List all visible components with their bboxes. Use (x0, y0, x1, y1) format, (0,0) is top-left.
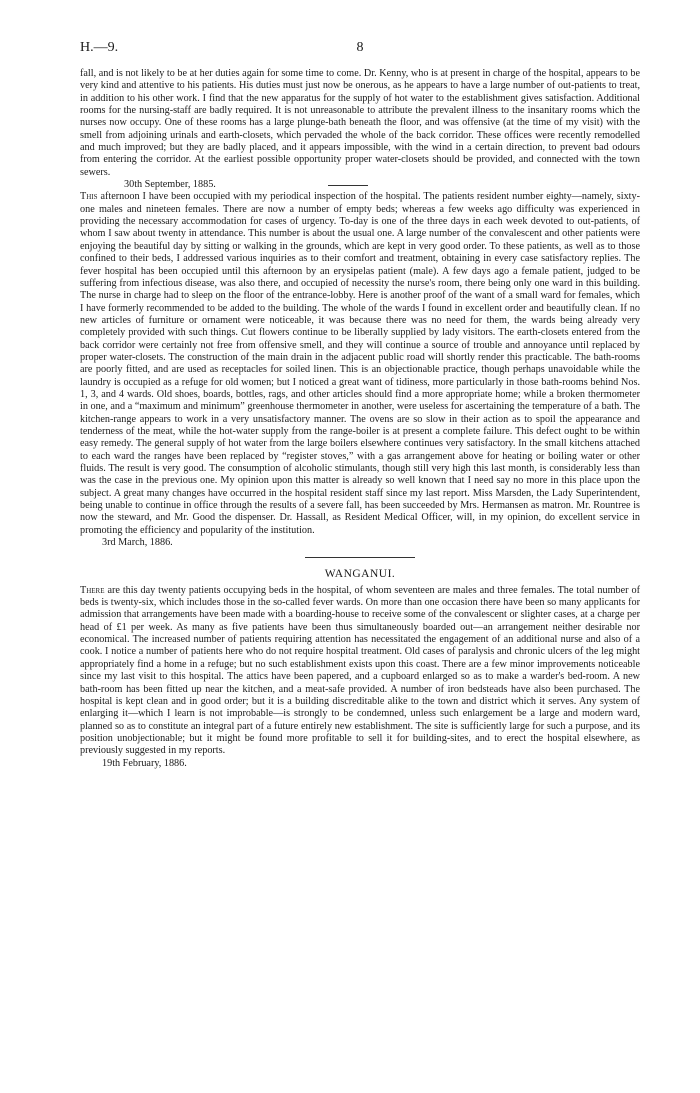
paragraph-2 (80, 191, 640, 537)
paragraph-1: fall, and is not likely to be at her duties again for some time to come. Dr. Kenny, who is at present in charge of the hospital, appears to be very kind and attentive to his patients. His duties must just now be onerous, as he appears to have a large number of out-patients to treat, in addition to his other work. I find that the new apparatus for the supply of hot water to the establishment gives satisfaction. Additional rooms for the nursing-staff are badly required. It is not unreasonable to attribute the prevalent illness to the insanitary rooms which the nurses now occupy. One of these rooms has a large plunge-bath beneath the floor, and was offensive (at the time of my visit) with the smell from adjoining urinals and earth-closets, which pervaded the whole of the back corridor. These offices were recently remodelled and much improved; but they are badly placed, and it appears impossible, with the wind in a certain direction, to prevent bad odours from entering the corridor. At the earliest possible opportunity proper water-closets should be provided, and connected with the town sewers. (80, 68, 640, 178)
date-2: 3rd March, 1886. (102, 537, 173, 549)
page-number: 8 (356, 40, 364, 55)
page-body (80, 68, 640, 770)
paragraph-2-lead: This (80, 191, 98, 203)
paragraph-2-text: afternoon I have been occupied with my periodical inspection of the hospital. The patients resident number eighty—namely, sixty-one males and nineteen females. There are now a number of empty beds; whereas a few weeks ago difficulty was experienced in providing the necessary accommodation for cases of urgency. To-day is one of the three days in each week devoted to out-patients, of whom I saw about twenty in attendance. This number is about the usual one. A large number of the convalescent and other patients were enjoying the beautiful day by sitting or walking in the grounds, which are kept in very good order. To these patients, as well as to those confined to their beds, I addressed various inquiries as to their comfort and treatment, obtaining in every case satisfactory replies. The fever hospital has been occupied until this afternoon by an erysipelas patient (male). A few days ago a female patient, judged to be suffering from infectious disease, was also there, and occupied of necessity the nurse's room, there being only one ward in this building. The nurse in charge had to sleep on the floor of the entrance-lobby. Here is another proof of the want of a small ward for females, which I have formerly recommended to be added to the building. The whole of the wards I found in excellent order and beautifully clean. If no new articles of furniture or ornament were noticeable, it was because there was no need for them, the wards being already very completely provided with such things. Cut flowers continue to be liberally supplied by lady visitors. The earth-closets entered from the back corridor were certainly not free from offensive smell, and they will continue a source of trouble and annoyance until replaced by proper water-closets. The construction of the main drain in the adjacent public road will shortly render this practicable. The bath-rooms are poorly fitted, and are used as receptacles for soiled linen. This is an objectionable practice, though perhaps unavoidable while the laundry is occupied as a refuge for old women; but I noticed a great want of tidiness, more particularly in those bath-rooms behind Nos. 1, 3, and 4 wards. Old shoes, boards, bottles, rags, and other articles should find a more appropriate home; while a broken thermometer in one, and a “maximum and minimum” greenhouse thermometer in another, were useless for ascertaining the temperature of a bath. The kitchen-range appears to work in a very unsatisfactory manner. The ovens are so slow in their action as to spoil the appearance and tenderness of the meat, while the hot-water supply from the range-boiler is at present a complete failure. This defect ought to be within easy remedy. The general supply of hot water from the large boilers elsewhere continues very satisfactory. In the small kitchens attached to each ward the ranges have been replaced by “register stoves,” with a gas arrangement above for heating or boiling water or other fluids. The result is very good. The consumption of alcoholic stimulants, though still very high this last month, is considerably less than was the case in the previous one. My opinion upon this matter is already so well known that I need say no more in this place upon the subject. A great many changes have occurred in the hospital resident staff since my last report. Miss Marsden, the Lady Superintendent, being unable to continue in office through the results of a severe fall, has been succeeded by Mrs. Hermansen as matron. Mr. Rountree is now the steward, and Mr. Good the dispenser. Dr. Hassall, as Resident Medical Officer, will, in my opinion, do excellent service in promoting the efficiency and popularity of the institution. (80, 191, 640, 536)
paragraph-3-text: are this day twenty patients occupying beds in the hospital, of whom seventeen are males and three females. The total number of beds is twenty-six, which includes those in the so-called fever wards. On more than one occasion there have been so many applicants for admission that arrangements have been made with a boarding-house to receive some of the convalescent or slighter cases, at a charge per head of £1 per week. As many as five patients have been thus simultaneously boarded out—an arrangement neither desirable nor economical. The increased number of patients requiring attention has necessitated the engagement of an additional nurse and also of a cook. I notice a number of patients here who do not require hospital treatment. Old cases of paralysis and chronic ulcers of the leg might appropriately find a home in a refuge; but no such establishment exists upon this coast. There are a few minor improvements noticeable since my last visit to this hospital. The attics have been papered, and a cupboard enlarged so as to make a warder's bed-room. A new bath-room has been fitted up near the kitchen, and a meat-safe provided. A number of iron bedsteads have also been purchased. The hospital is kept clean and in good order; but it is a building discreditable alike to the town and district which it serves. Any system of enlarging it—which I learn is not improbable—is strongly to be condemned, unless such enlargement be a large and modern ward, planned so as to constitute an integral part of a future entirely new establishment. The site is sufficiently large for such a purpose, and its position unobjectionable; but it might be found more profitable to sell it for building-sites, and to erect the hospital elsewhere, as previously suggested in my reports. (80, 584, 640, 757)
date-row-1 (80, 179, 640, 191)
page-header (80, 40, 640, 56)
date-3: 19th February, 1886. (102, 757, 187, 769)
short-divider (328, 185, 368, 186)
paragraph-3-lead: There (80, 584, 105, 596)
paragraph-3 (80, 585, 640, 758)
section-divider (305, 557, 415, 558)
date-1: 30th September, 1885. (124, 179, 216, 191)
report-code: H.—9. (80, 40, 119, 55)
section-title: WANGANUI. (324, 568, 396, 581)
